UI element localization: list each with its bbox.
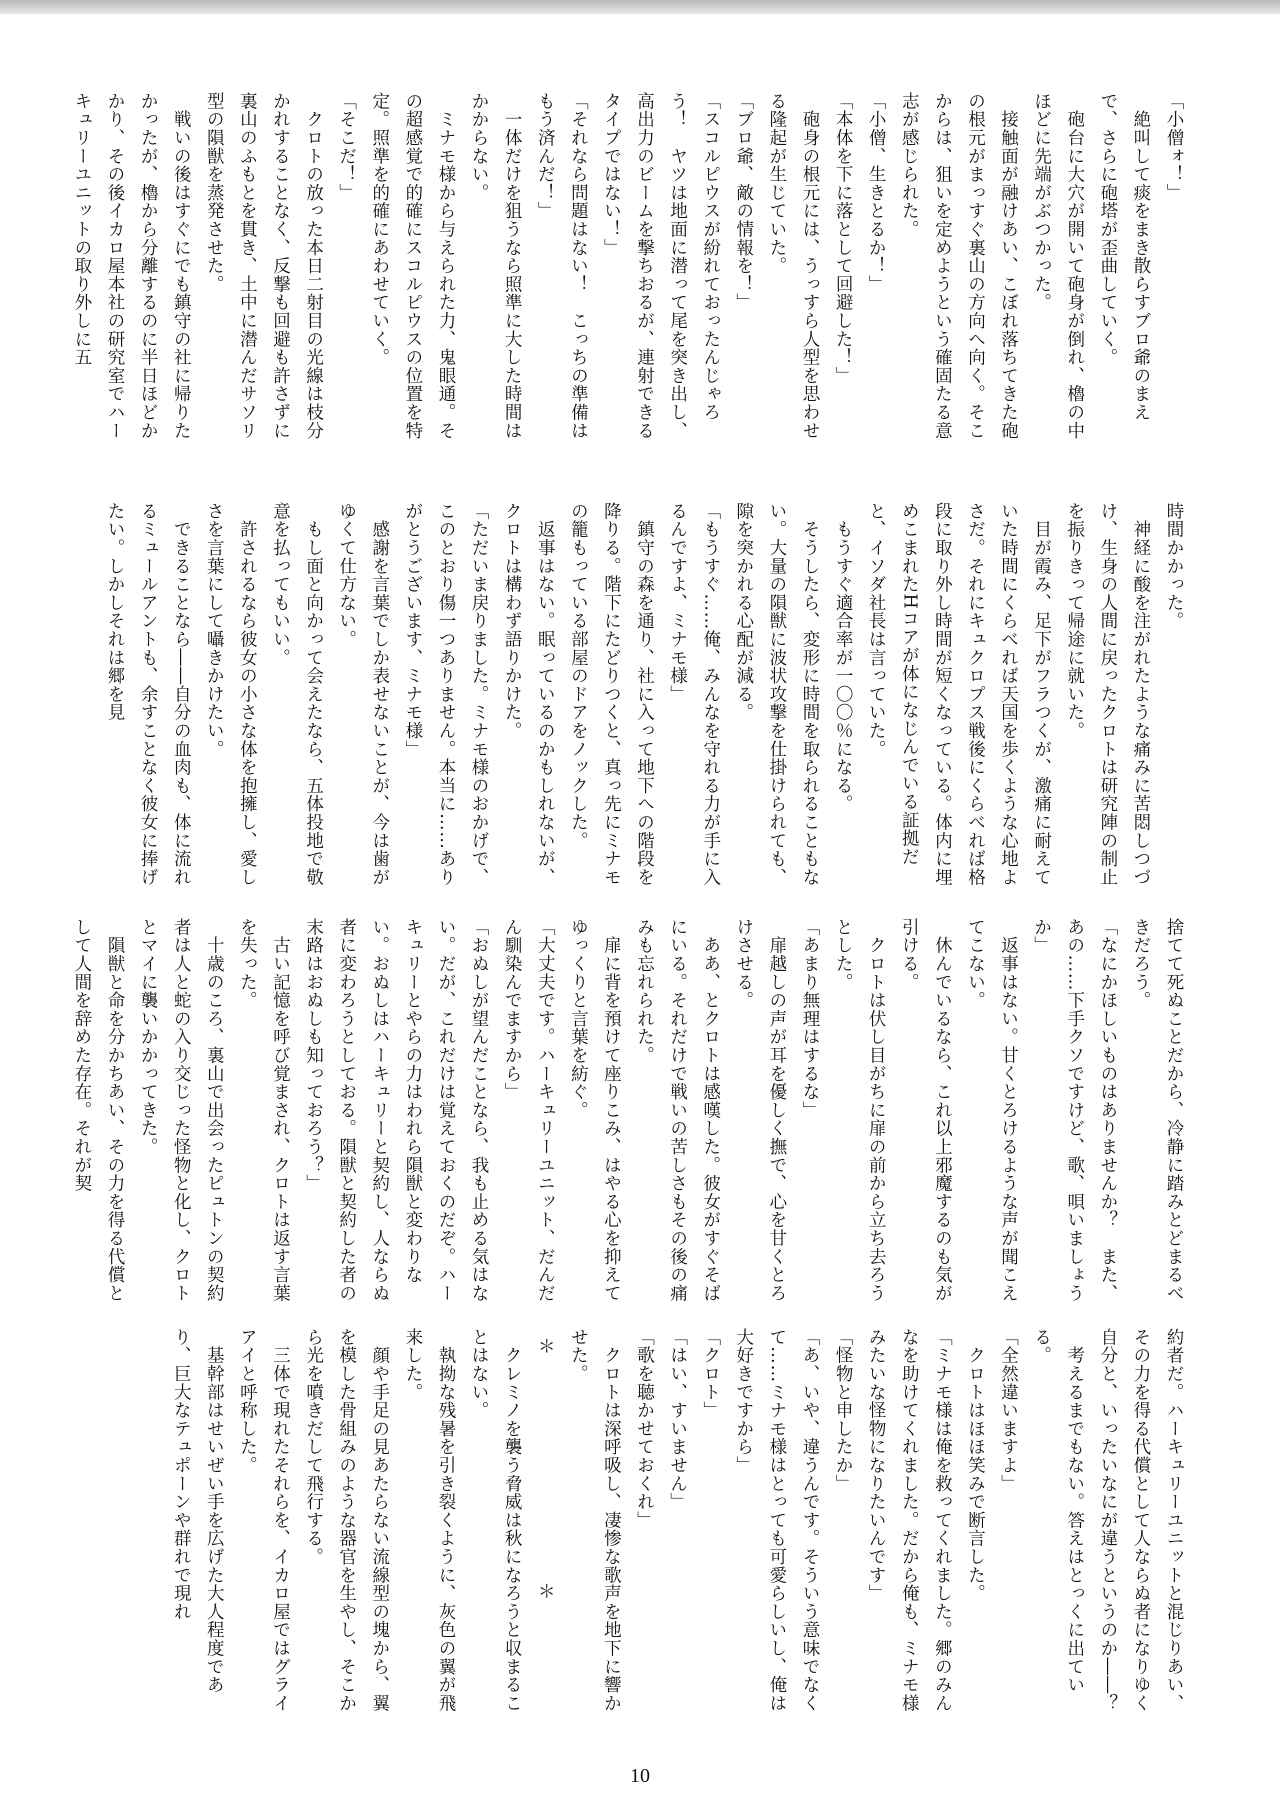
paragraph: そうしたら、変形に時間を取られることもない。大量の隕獣に波状攻撃を仕掛けられても、隙を突かれる心配が減る。	[733, 502, 820, 887]
paragraph: 基幹部はせいぜい手を広げた大人程度であり、巨大なテュポーンや群れで現れ	[171, 1328, 225, 1694]
paragraph: 「大丈夫です。ハーキュリーユニット、だんだん馴染んでますから」	[502, 918, 556, 1303]
paragraph: 「怪物と申したか」	[833, 1328, 854, 1493]
paragraph: 絶叫して痰をまき散らすブロ爺のまえで、さらに砲塔が歪曲していく。	[1097, 92, 1151, 422]
paragraph: 時間かかった。	[1164, 502, 1184, 631]
paragraph: 「スコルピウスが紛れておったんじゃろう！ ヤツは地面に潜って尾を突き出し、高出力のビームを撃ちおるが、連射できるタイプではない！」	[601, 92, 721, 440]
paragraph: 捨てて死ぬことだから、冷静に踏みとどまるべきだろう。	[1130, 918, 1184, 1303]
paragraph: もし面と向かって会えたなら、五体投地で敬意を払ってもいい。	[270, 502, 324, 887]
scan-top-edge	[0, 0, 1280, 14]
paragraph: 「はい、すいません」	[667, 1328, 688, 1511]
paragraph: 「おぬしが望んだことなら、我も止める気はない。だが、これだけは覚えておくのだぞ。ハーキュリーとやらの力はわれら隕獣と変わりない。おぬしはハーキュリーと契約し、人ならぬ者に変わろうとしておる。隕獣と契約した者の末路はおぬしも知っておろう？」	[303, 918, 490, 1303]
paragraph: 扉に背を預けて座りこみ、はやる心を抑えてゆっくりと言葉を紡ぐ。	[568, 918, 622, 1303]
text-tier-2	[100, 502, 1190, 887]
paragraph: 約者だ。ハーキュリーユニットと混じりあい、その力を得る代償として人ならぬ者になりゆく自分と、いったいなにが違うというのか――？	[1097, 1328, 1184, 1713]
paragraph: 「本体を下に落として回避した！」	[833, 92, 854, 385]
paragraph: 接触面が融けあい、こぼれ落ちてきた砲の根元がまっすぐ裏山の方向へ向く。そこからは、狙いを定めようという確固たる意志が感じられた。	[899, 92, 1019, 440]
paragraph: 鎮守の森を通り、社に入って地下への階段を降りる。階下にたどりつくと、真っ先にミナモの籠もっている部屋のドアをノックした。	[568, 502, 655, 887]
paragraph: 顔や手足の見あたらない流線型の塊から、翼を模した骨組みのような器官を生やし、そこから光を噴きだして飛行する。	[303, 1328, 390, 1713]
paragraph: 許されるなら彼女の小さな体を抱擁し、愛しさを言葉にして囁きかけたい。	[204, 502, 258, 887]
paragraph: 「全然違いますよ」	[998, 1328, 1019, 1493]
paragraph: 返事はない。眠っているのかもしれないが、クロトは構わず語りかけた。	[502, 502, 556, 887]
text-tier-3	[71, 918, 1190, 1304]
paragraph: クロトは深呼吸し、凄惨な歌声を地下に響かせた。	[568, 1328, 622, 1713]
paragraph: 砲台に大穴が開いて砲身が倒れ、櫓の中ほどに先端がぶつかった。	[1031, 92, 1085, 440]
text-tier-4	[100, 1328, 1190, 1714]
paragraph: 扉越しの声が耳を優しく撫で、心を甘くとろけさせる。	[733, 918, 787, 1303]
paragraph: クレミノを襲う脅威は秋になろうと収まることはない。	[469, 1328, 523, 1713]
paragraph: 「なにかほしいものはありませんか？ また、あの……下手クソですけど、歌、唄いましょうか」	[1031, 918, 1118, 1303]
paragraph: 目が霞み、足下がフラつくが、激痛に耐えていた時間にくらべれば天国を歩くような心地よさだ。それにキュクロプス戦後にくらべれば格段に取り外し時間が短くなっている。体内に埋めこまれたHコアが体になじんでいる証拠だと、イソダ社長は言っていた。	[866, 502, 1052, 887]
paragraph: 「あまり無理はするな」	[799, 918, 820, 1120]
paragraph: クロトはほほ笑みで断言した。	[965, 1328, 986, 1603]
paragraph: 十歳のころ、裏山で出会ったピュトンの契約者は人と蛇の入り交じった怪物と化し、クロトとマイに襲いかかってきた。	[138, 918, 225, 1303]
paragraph: 休んでいるなら、これ以上邪魔するのも気が引ける。	[899, 918, 953, 1303]
paragraph: 執拗な残暑を引き裂くように、灰色の翼が飛来した。	[402, 1328, 456, 1713]
paragraph: 「あ、いや、違うんです。そういう意味でなくて……ミナモ様はとっても可愛らしいし、俺は大好きですから」	[733, 1328, 820, 1713]
paragraph: ああ、とクロトは感嘆した。彼女がすぐそばにいる。それだけで戦いの苦しさもその後の痛みも忘れられた。	[634, 918, 721, 1303]
paragraph: 「歌を聴かせておくれ」	[634, 1328, 655, 1530]
paragraph: 一体だけを狙うなら照準に大した時間はかからない。	[469, 92, 523, 440]
paragraph: できることなら――自分の血肉も、体に流れるミュールアントも、余すことなく彼女に捧げたい。しかしそれは郷を見	[105, 502, 192, 887]
paragraph: 戦いの後はすぐにでも鎮守の社に帰りたかったが、櫓から分離するのに半日ほどかかり、その後イカロ屋本社の研究室でハーキュリーユニットの取り外しに五	[71, 92, 192, 440]
paragraph: 「ブロ爺、敵の情報を！」	[733, 92, 754, 312]
paragraph: 神経に酸を注がれたような痛みに苦悶しつづけ、生身の人間に戻ったクロトは研究陣の制止を振りきって帰途に就いた。	[1064, 502, 1151, 887]
paragraph: 返事はない。甘くとろけるような声が聞こえてこない。	[965, 918, 1019, 1303]
paragraph: 三体で現れたそれらを、イカロ屋ではグライアイと呼称した。	[237, 1328, 291, 1713]
section-separator: ＊ ＊	[535, 1337, 556, 1705]
paragraph: 「もうすぐ……俺、みんなを守れる力が手に入るんですよ、ミナモ様」	[667, 502, 721, 887]
paragraph: 「小僧ォ！」	[1164, 92, 1184, 202]
paragraph: クロトの放った本日二射目の光線は枝分かれすることなく、反撃も回避も許さずに裏山のふもとを貫き、土中に潜んだサソリ型の隕獣を蒸発させた。	[204, 92, 324, 440]
paragraph: 「それなら問題はない！ こっちの準備はもう済んだ！」	[535, 92, 589, 440]
paragraph: クロトは伏し目がちに扉の前から立ち去ろうとした。	[833, 918, 887, 1303]
paragraph: 感謝を言葉でしか表せないことが、今は歯がゆくて仕方ない。	[336, 502, 390, 887]
paragraph: 「クロト」	[700, 1328, 721, 1420]
paragraph: 「ミナモ様は俺を救ってくれました。郷のみんなを助けてくれました。だから俺も、ミナモ様みたいな怪物になりたいんです」	[866, 1328, 953, 1713]
paragraph: 「そこだ！」	[336, 92, 357, 202]
paragraph: 「ただいま戻りました。ミナモ様のおかげで、このとおり傷一つありません。本当に……ありがとうございます、ミナモ様」	[402, 502, 490, 887]
paragraph: 考えるまでもない。答えはとっくに出ている。	[1031, 1328, 1085, 1694]
paragraph: もうすぐ適合率が一〇〇％になる。	[833, 502, 854, 814]
paragraph: 「小僧、生きとるか！」	[866, 92, 887, 294]
text-tier-1	[71, 92, 1190, 452]
paragraph: 隕獣と命を分かちあい、その力を得る代償として人間を辞めた存在。それが契	[71, 918, 125, 1303]
paragraph: ミナモ様から与えられた力、鬼眼通。その超感覚で的確にスコルピウスの位置を特定。照準を的確にあわせていく。	[369, 92, 456, 440]
paragraph: 砲身の根元には、うっすら人型を思わせる隆起が生じていた。	[766, 92, 820, 440]
paragraph: 古い記憶を呼び覚まされ、クロトは返す言葉を失った。	[237, 918, 291, 1303]
page-number: 10	[630, 1765, 650, 1787]
